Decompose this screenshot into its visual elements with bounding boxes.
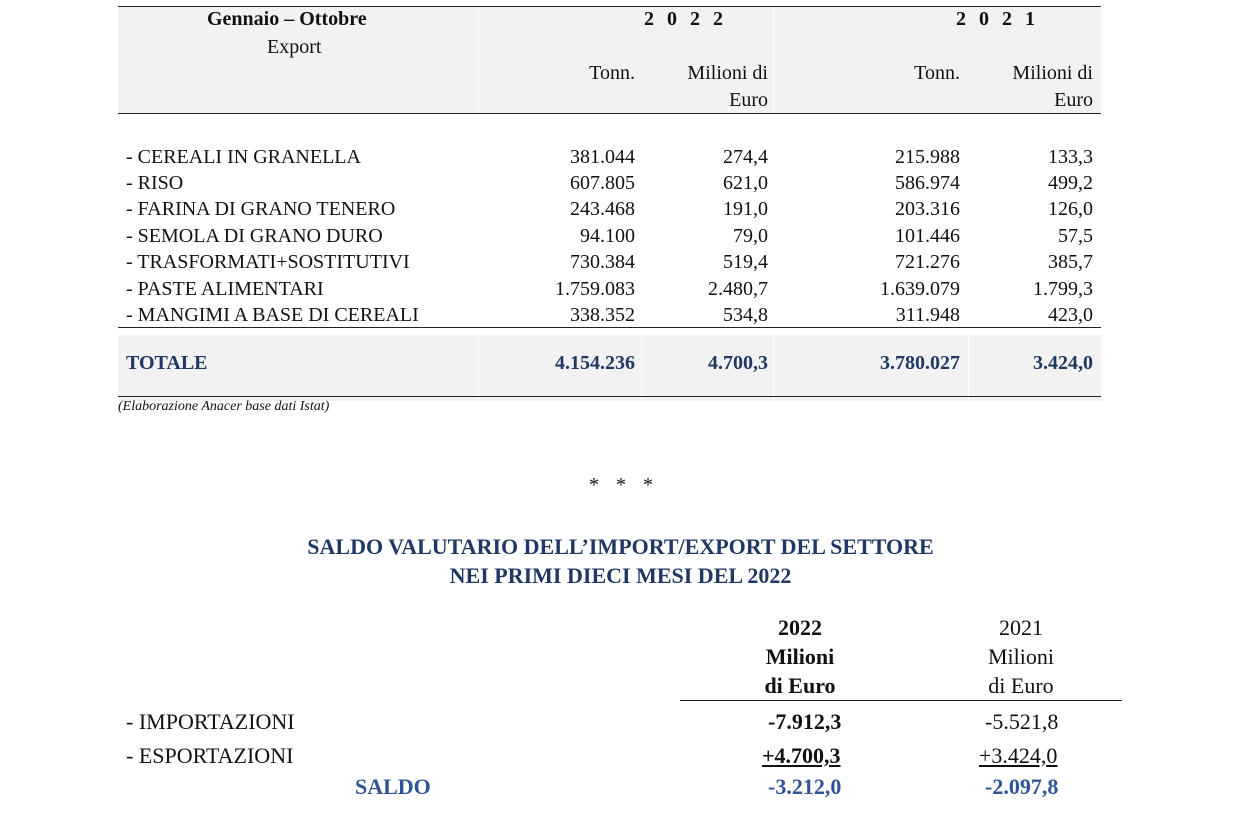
col-2022-unit-line2: di Euro xyxy=(764,673,836,698)
tonn-2022: 607.805 xyxy=(570,172,635,194)
total-tonn-2022: 4.154.236 xyxy=(555,352,635,374)
eur-2022-header-line2: Euro xyxy=(729,89,768,111)
row-label: - PASTE ALIMENTARI xyxy=(126,278,324,300)
eur-2022: 621,0 xyxy=(723,172,768,194)
table-top-rule xyxy=(118,6,1101,7)
eur-2021-header-line2: Euro xyxy=(1054,89,1093,111)
tonn-2021-header: Tonn. xyxy=(914,62,960,84)
year-2022-header: 2 0 2 2 xyxy=(644,8,727,30)
total-label: TOTALE xyxy=(126,352,208,374)
value-2022: +4.700,3 xyxy=(762,743,841,768)
eur-2021: 423,0 xyxy=(1048,304,1093,326)
tonn-2021: 721.276 xyxy=(895,251,960,273)
total-eur-2021: 3.424,0 xyxy=(1033,352,1093,374)
saldo-2021: -2.097,8 xyxy=(985,774,1059,799)
eur-2021: 385,7 xyxy=(1048,251,1093,273)
value-2021: +3.424,0 xyxy=(979,743,1058,768)
eur-2022: 534,8 xyxy=(723,304,768,326)
col-2021-unit-line1: Milioni xyxy=(987,644,1054,669)
tonn-2022-header: Tonn. xyxy=(589,62,635,84)
eur-2022: 274,4 xyxy=(723,146,768,168)
eur-2021-header-line1: Milioni di xyxy=(1012,62,1093,84)
eur-2022: 79,0 xyxy=(733,225,768,247)
tonn-2021: 1.639.079 xyxy=(880,278,960,300)
eur-2022: 2.480,7 xyxy=(708,278,768,300)
flow-label: Export xyxy=(267,36,322,58)
tonn-2021: 101.446 xyxy=(895,225,960,247)
col-2021-unit-line2: di Euro xyxy=(988,673,1054,698)
row-label: - ESPORTAZIONI xyxy=(126,743,294,768)
year-2021-header: 2 0 2 1 xyxy=(956,8,1039,30)
eur-2022: 519,4 xyxy=(723,251,768,273)
col-2022-year: 2022 xyxy=(778,615,822,640)
saldo-label: SALDO xyxy=(355,774,431,799)
body-bottom-rule xyxy=(118,327,1101,328)
header-bottom-rule xyxy=(118,113,1101,114)
row-label: - SEMOLA DI GRANO DURO xyxy=(126,225,383,247)
saldo-2022: -3.212,0 xyxy=(768,774,842,799)
eur-2021: 1.799,3 xyxy=(1033,278,1093,300)
eur-2022-header-line1: Milioni di xyxy=(687,62,768,84)
tonn-2021: 311.948 xyxy=(895,304,960,326)
column-separator xyxy=(641,335,642,401)
row-label: - IMPORTAZIONI xyxy=(126,709,295,734)
value-2022: -7.912,3 xyxy=(768,709,842,734)
tonn-2021: 203.316 xyxy=(895,198,960,220)
column-separator xyxy=(773,6,774,114)
row-label: - CEREALI IN GRANELLA xyxy=(126,146,361,168)
column-separator xyxy=(968,335,969,401)
total-eur-2022: 4.700,3 xyxy=(708,352,768,374)
section-separator: * * * xyxy=(589,474,659,496)
tonn-2022: 338.352 xyxy=(570,304,635,326)
row-label: - FARINA DI GRANO TENERO xyxy=(126,198,396,220)
column-separator xyxy=(773,335,774,401)
column-separator xyxy=(478,6,479,114)
value-2021: -5.521,8 xyxy=(985,709,1059,734)
col-2022-unit-line1: Milioni xyxy=(765,644,835,669)
eur-2021: 133,3 xyxy=(1048,146,1093,168)
total-tonn-2021: 3.780.027 xyxy=(880,352,960,374)
eur-2021: 57,5 xyxy=(1058,225,1093,247)
eur-2022: 191,0 xyxy=(723,198,768,220)
export-table xyxy=(118,6,1101,398)
header-rule xyxy=(680,700,1122,701)
table-bottom-rule xyxy=(118,396,1101,397)
col-2021-year: 2021 xyxy=(999,615,1043,640)
section-title-line2: NEI PRIMI DIECI MESI DEL 2022 xyxy=(449,563,792,588)
eur-2021: 499,2 xyxy=(1048,172,1093,194)
row-label: - TRASFORMATI+SOSTITUTIVI xyxy=(126,251,410,273)
source-note: (Elaborazione Anacer base dati Istat) xyxy=(118,399,330,414)
row-label: - MANGIMI A BASE DI CEREALI xyxy=(126,304,419,326)
tonn-2022: 730.384 xyxy=(570,251,635,273)
tonn-2021: 586.974 xyxy=(895,172,960,194)
period-label: Gennaio – Ottobre xyxy=(207,8,367,30)
column-separator xyxy=(478,335,479,401)
tonn-2022: 243.468 xyxy=(570,198,635,220)
row-label: - RISO xyxy=(126,172,184,194)
tonn-2022: 381.044 xyxy=(570,146,635,168)
eur-2021: 126,0 xyxy=(1048,198,1093,220)
tonn-2021: 215.988 xyxy=(895,146,960,168)
section-title-line1: SALDO VALUTARIO DELL’IMPORT/EXPORT DEL SETTORE xyxy=(307,534,934,559)
tonn-2022: 1.759.083 xyxy=(555,278,635,300)
tonn-2022: 94.100 xyxy=(580,225,635,247)
